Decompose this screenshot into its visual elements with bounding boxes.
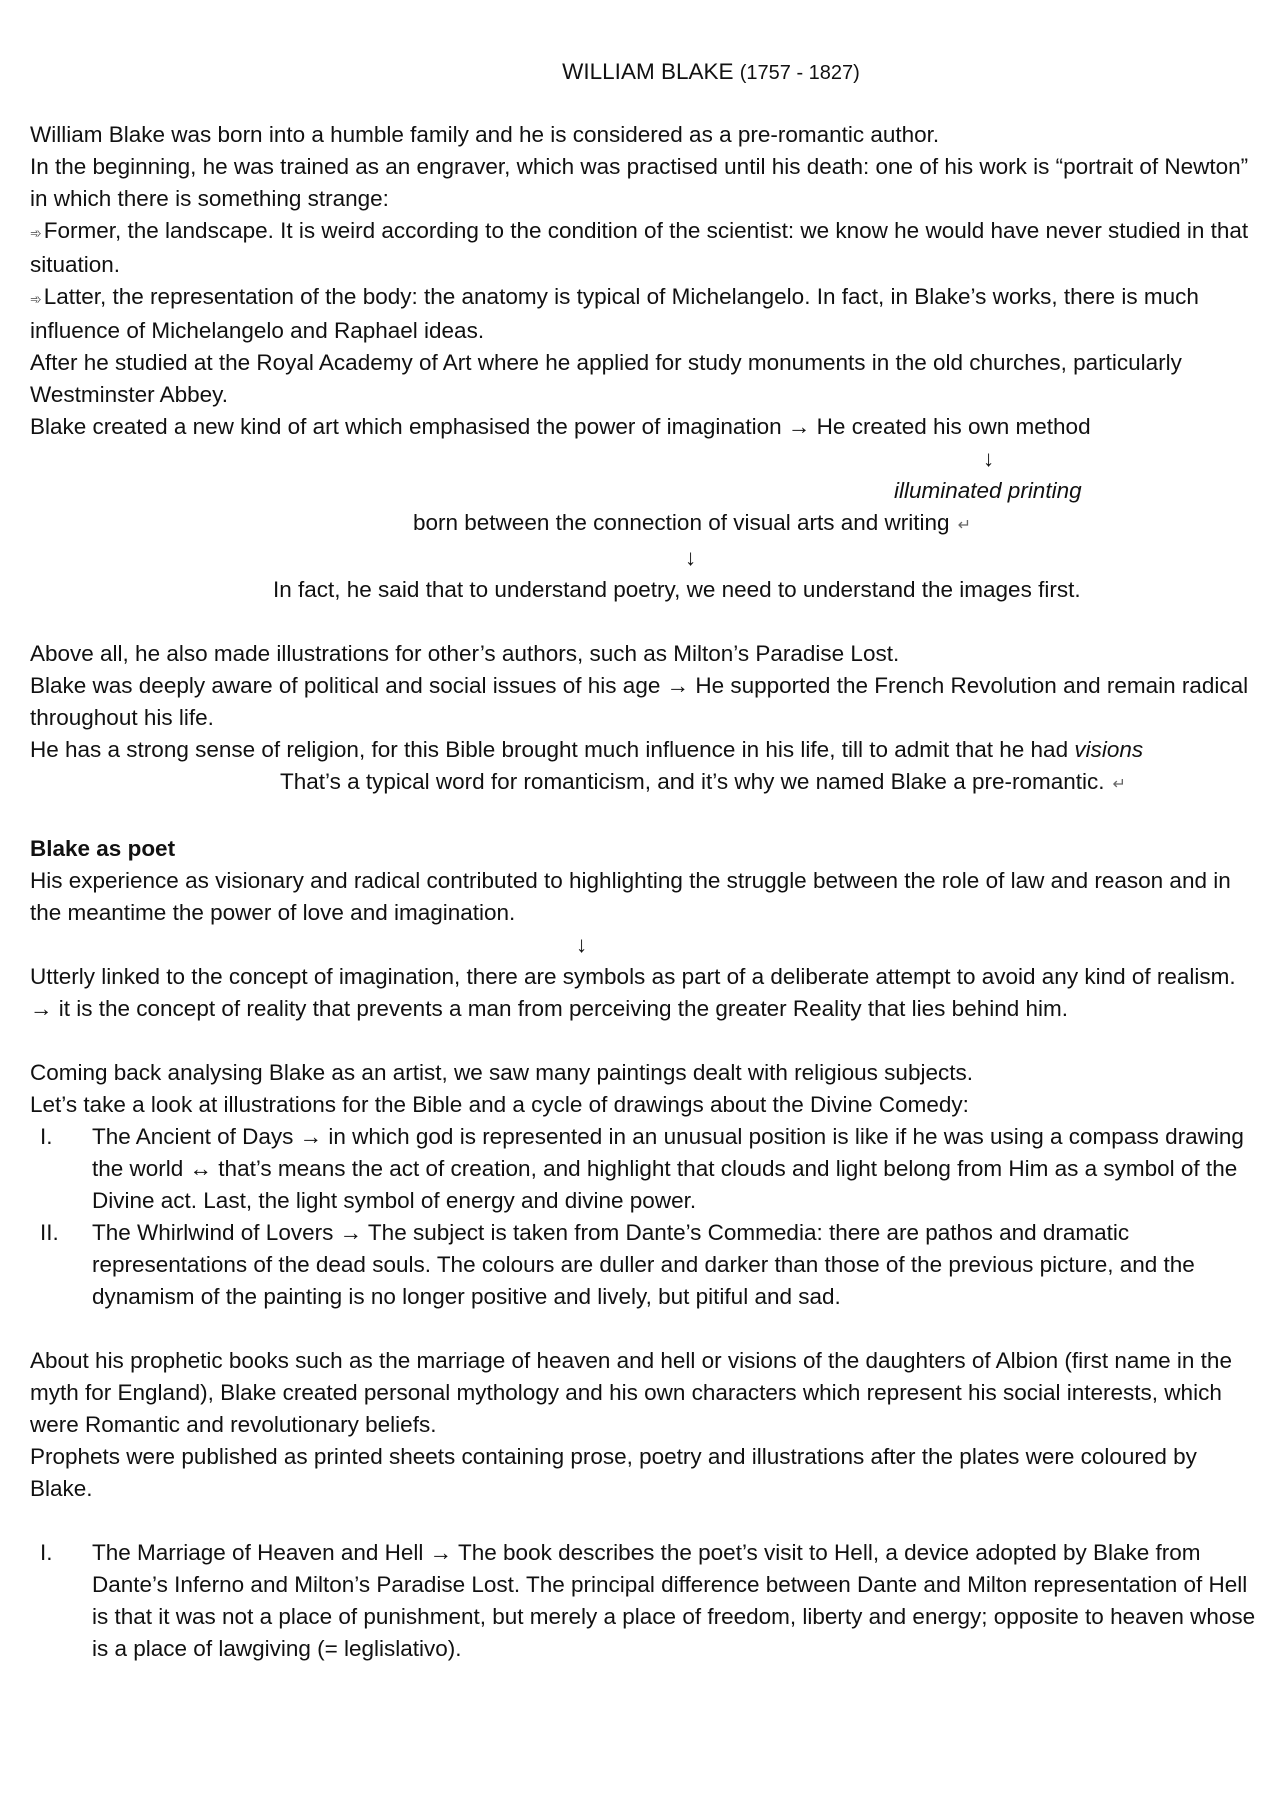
born-text: born between the connection of visual arts and writing [413,510,950,535]
religion-text: He has a strong sense of religion, for this Bible brought much influence in his life, till to admit that he had [30,737,1069,762]
list-number: I. [40,1124,53,1149]
fact-line: In fact, he said that to understand poetry, we need to understand the images first. [273,577,1081,602]
prophetic-books-list [30,1537,1260,1665]
intro-paragraph-1: William Blake was born into a humble family and he is considered as a pre-romantic author. [30,122,940,147]
spacer [30,1505,1260,1537]
document-title [30,56,1260,89]
spacer [30,1025,1260,1057]
academy-paragraph: After he studied at the Royal Academy of Art where he applied for study monuments in the old churches, particularly Westminster Abbey. [30,350,1182,407]
poet-heading: Blake as poet [30,836,176,861]
experience-paragraph: His experience as visionary and radical contributed to highlighting the struggle between the role of law and reason and in the meantime the power of love and imagination. [30,868,1231,925]
list-number: I. [40,1540,53,1565]
list-item [30,1217,1260,1313]
return-icon: ↵ [957,517,971,534]
list-item-text: The Ancient of Days → in which god is represented in an unusual position is like if he was using a compass drawing the world ↔ that’s means the act of creation, and highlight that clouds and light belong from Him as a symbol of the Divine act. Last, the light symbol of energy and divine power. [92,1124,1244,1213]
coming-back-paragraph: Coming back analysing Blake as an artist, we saw many paintings dealt with religious subjects. [30,1060,973,1085]
document-page [30,56,1260,1665]
bullet-former [30,215,1260,281]
romanticism-text: That’s a typical word for romanticism, and it’s why we named Blake a pre-romantic. [280,769,1105,794]
illustrations-paragraph: Above all, he also made illustrations for other’s authors, such as Milton’s Paradise Lost. [30,641,900,666]
spacer [30,606,1260,638]
bullet-former-text: Former, the landscape. It is weird according to the condition of the scientist: we know he would have never studied in that situation. [30,218,1249,277]
symbols-paragraph: Utterly linked to the concept of imagination, there are symbols as part of a deliberate attempt to avoid any kind of realism. → it is the concept of reality that prevents a man from perceiving the greater Reality that lies behind him. [30,964,1236,1021]
list-item-text: The Marriage of Heaven and Hell → The book describes the poet’s visit to Hell, a device adopted by Blake from Dante’s Inferno and Milton’s Paradise Lost. The principal difference between Dante and Milton representation of Hell is that it was not a place of punishment, but merely a place of freedom, liberty and energy; opposite to heaven whose is a place of lawgiving (= leglislativo). [92,1540,1256,1661]
method-line: Blake created a new kind of art which emphasised the power of imagination → He created his own method [30,414,1091,439]
lets-look-paragraph: Let’s take a look at illustrations for the Bible and a cycle of drawings about the Divine Comedy: [30,1092,969,1117]
title-years: (1757 - 1827) [739,62,860,84]
down-arrow-icon: ↓ [576,932,588,957]
romanticism-line [30,766,1260,801]
intro-paragraph-2: In the beginning, he was trained as an engraver, which was practised until his death: one of his work is “portrait of Newton” in which there is something strange: [30,154,1249,211]
born-line [30,507,1260,542]
bullet-latter [30,281,1260,347]
bullet-latter-text: Latter, the representation of the body: the anatomy is typical of Michelangelo. In fact, in Blake’s works, there is much influence of Michelangelo and Raphael ideas. [30,284,1199,343]
arrow-bullet-icon: ➾ [30,225,42,241]
political-paragraph: Blake was deeply aware of political and social issues of his age → He supported the French Revolution and remain radical throughout his life. [30,673,1249,730]
spacer [30,801,1260,833]
visions-word: visions [1074,737,1144,762]
religion-paragraph [30,734,1260,766]
return-icon: ↵ [1112,776,1126,793]
spacer [30,1313,1260,1345]
illuminated-printing-term: illuminated printing [894,478,1082,503]
list-item [30,1121,1260,1217]
down-arrow-icon: ↓ [685,545,697,570]
prophets-paragraph: Prophets were published as printed sheets containing prose, poetry and illustrations after the plates were coloured by Blake. [30,1444,1197,1501]
title-name: WILLIAM BLAKE [562,59,734,84]
arrow-bullet-icon: ➾ [30,291,42,307]
list-number: II. [40,1220,59,1245]
list-item [30,1537,1260,1665]
down-arrow-icon: ↓ [983,446,995,471]
prophetic-paragraph: About his prophetic books such as the marriage of heaven and hell or visions of the daughters of Albion (first name in the myth for England), Blake created personal mythology and his own characters which represent his social interests, which were Romantic and revolutionary beliefs. [30,1348,1232,1437]
paintings-list [30,1121,1260,1313]
list-item-text: The Whirlwind of Lovers → The subject is taken from Dante’s Commedia: there are pathos and dramatic representations of the dead souls. The colours are duller and darker than those of the previous picture, and the dynamism of the painting is no longer positive and lively, but pitiful and sad. [92,1220,1195,1309]
